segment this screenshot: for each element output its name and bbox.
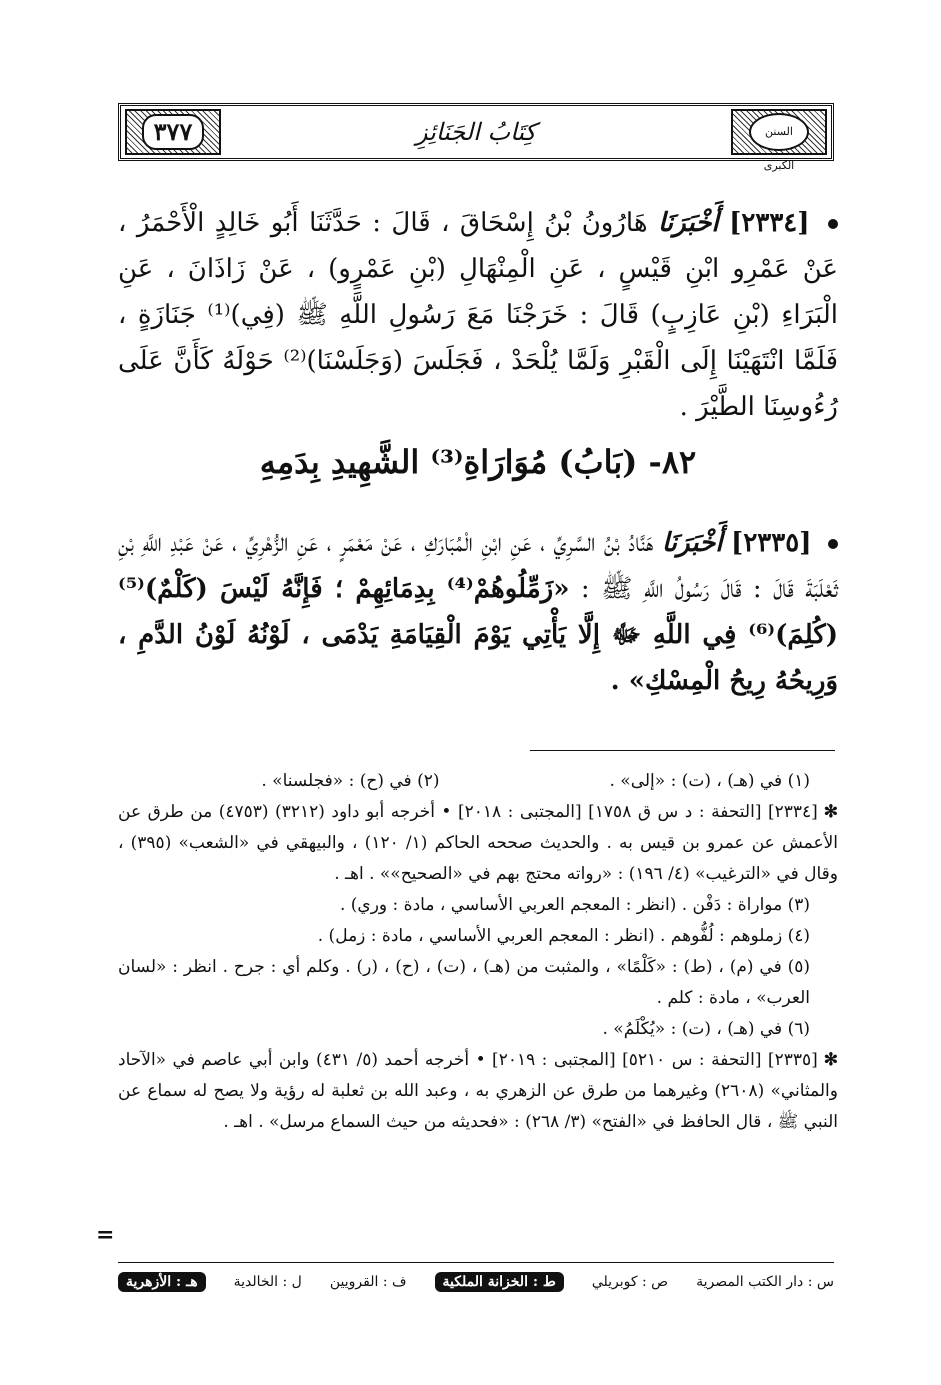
footnote-5: (٥) في (م) ، (ط) : «كَلْمًا» ، والمثبت من (هـ) ، (ت) ، (ح) ، (ر) . وكلم أي : جرح . انظر : «لسان العرب» ، مادة : كلم .	[118, 957, 810, 1008]
hadith-text: هَارُونُ بْنُ إِسْحَاقَ ، قَالَ : حَدَّثَنَا أَبُو خَالِدٍ الْأَحْمَرُ ، عَنْ عَمْرِو ابْنِ قَيْسٍ ، عَنِ الْمِنْهَالِ (بْنِ عَمْرٍو) ، عَنْ زَاذَانَ ، عَنِ الْبَرَاءِ (بْنِ عَازِبٍ) قَالَ : خَرَجْنَا مَعَ رَسُولِ اللَّهِ ﷺ (فِي)⁽¹⁾ جَنَازَةٍ ، فَلَمَّا انْتَهَيْنَا إِلَى الْقَبْرِ وَلَمَّا يُلْحَدْ ، فَجَلَسَ (وَجَلَسْنَا)⁽²⁾ حَوْلَهُ كَأَنَّ عَلَى رُءُوسِنَا الطَّيْرَ .	[118, 208, 839, 422]
hadith-lead: أَخْبَرَنَا	[657, 208, 719, 238]
footnote-row-1-2	[118, 766, 838, 797]
book-title: كِتَابُ الجَنَائِزِ	[415, 118, 537, 146]
footnote-separator	[530, 750, 835, 751]
footnote-3: (٣) مواراة : دَفْن . (انظر : المعجم العربي الأساسي ، مادة : وري) .	[339, 895, 810, 915]
hadith-2335	[118, 520, 838, 704]
bullet-icon	[828, 219, 838, 229]
takhrij-2335: ✻[٢٣٣٥] [التحفة : س ٥٢١٠] [المجتبى : ٢٠١٩] • أخرجه أحمد (٥/ ٤٣١) وابن أبي عاصم في «الآحاد والمثاني» (٢٦٠٨) وغيرهما من طرق عن الزهري به ، وعبد الله بن ثعلبة له رؤية ولا يصح له سماع عن النبي ﷺ ، قال الحافظ في «الفتح» (٣/ ٢٦٨) : «فحديثه من حيث السماع مرسل» . اهـ .	[118, 1050, 838, 1132]
bullet-icon	[828, 539, 838, 549]
continuation-mark: =	[96, 1222, 115, 1248]
prophetic-saying: «زَمِّلُوهُمْ⁽⁴⁾ بِدِمَائِهِمْ ؛ فَإِنَّهُ لَيْسَ (كَلْمٌ)⁽⁵⁾ (كُلِمَ)⁽⁶⁾ فِي اللَّهِ ﷻ إِلَّا يَأْتِي يَوْمَ الْقِيَامَةِ يَدْمَى ، لَوْنُهُ لَوْنُ الدَّمِ ، وَرِيحُهُ رِيحُ الْمِسْكِ» .	[118, 574, 838, 696]
footnote-1: (١) في (هـ) ، (ت) : «إلى» .	[609, 771, 810, 791]
hadith-number: [٢٣٣٥]	[731, 528, 812, 558]
legend-rule	[118, 1262, 834, 1263]
legend-item: هـ : الأزهرية	[118, 1272, 206, 1292]
footnote-6: (٦) في (هـ) ، (ت) : «يُكْلَمُ» .	[602, 1019, 810, 1039]
book-emblem: السنن الكبرى	[749, 113, 809, 151]
legend-item: ط : الخزانة الملكية	[435, 1272, 564, 1292]
asterisk-icon: ✻	[823, 802, 839, 822]
footnote-2: (٢) في (ح) : «فجلسنا» .	[261, 771, 440, 791]
footnote-4: (٤) زملوهم : لُفُّوهم . (انظر : المعجم العربي الأساسي ، مادة : زمل) .	[317, 926, 810, 946]
takhrij-2334: ✻[٢٣٣٤] [التحفة : د س ق ١٧٥٨] [المجتبى : ٢٠١٨] • أخرجه أبو داود (٣٢١٢) (٤٧٥٣) من طرق عن الأعمش عن عمرو بن قيس به . والحديث صححه الحاكم (١/ ١٢٠) ، والبيهقي في «الشعب» (٣٩٥) ، وقال في «الترغيب» (٤/ ١٩٦) : «رواته محتج بهم في «الصحيح»» . اهـ .	[118, 802, 839, 884]
legend-item: ل : الخالدية	[233, 1274, 302, 1290]
header-ornament-right	[731, 109, 827, 172]
hadith-text: هَنَّادُ بْنُ السَّرِيِّ ، عَنِ ابْنِ الْمُبَارَكِ ، عَنْ مَعْمَرٍ ، عَنِ الزُّهْرِيِّ ، عَنْ عَبْدِ اللَّهِ بْنِ ثَعْلَبَةَ قَالَ : قَالَ رَسُولُ اللَّهِ ﷺ :	[118, 528, 838, 604]
legend-item: ف : القرويين	[329, 1274, 407, 1290]
legend-item: ص : كوبريلي	[591, 1274, 669, 1290]
chapter-title: ٨٢- (بَابُ) مُوَارَاةِ⁽³⁾ الشَّهِيدِ بِدَمِهِ	[259, 443, 697, 481]
page-number: ٣٧٧	[142, 114, 205, 150]
hadith-number: [٢٣٣٤]	[729, 208, 810, 238]
hadith-lead: أَخْبَرَنَا	[661, 528, 723, 558]
legend-item: س : دار الكتب المصرية	[696, 1274, 834, 1290]
manuscript-legend	[118, 1272, 834, 1292]
footnotes	[118, 766, 838, 1138]
asterisk-icon: ✻	[823, 1050, 838, 1070]
hadith-2334	[118, 200, 838, 430]
page-header	[118, 103, 834, 172]
header-ornament-left	[125, 109, 221, 155]
